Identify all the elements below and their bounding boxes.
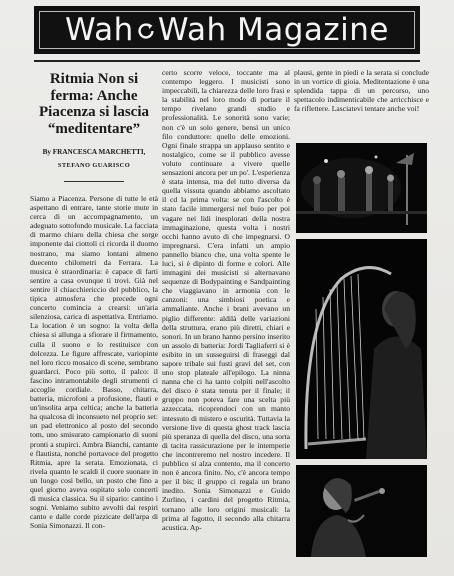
column-2 bbox=[162, 68, 290, 532]
column-3-text: plausi, gente in piedi e la serata si conclude in un vortice di gioia. Meditentazione è una splendida tappa di un percorso, uno spettacolo indimenticabile che arricchisce e fa riflettere. Lasciatevi tentare anche voi! bbox=[294, 68, 429, 114]
harp-player-photo bbox=[296, 239, 427, 459]
article-byline: By FRANCESCA MARCHETTI, bbox=[42, 148, 146, 156]
masthead-word2: Wah Magazine bbox=[157, 12, 390, 48]
article-byline-2: STEFANO GUARISCO bbox=[57, 162, 131, 169]
loop-icon bbox=[135, 20, 157, 42]
singer-photo bbox=[296, 465, 427, 557]
masthead-title bbox=[65, 12, 389, 48]
byline-rule bbox=[64, 181, 124, 182]
masthead-word1: Wah bbox=[64, 12, 134, 48]
masthead-rule bbox=[34, 60, 420, 62]
column-1 bbox=[30, 68, 158, 530]
column-2-text: certo scorre veloce, toccante ma al contempo leggero. I musicisti sono impeccabili, la chiarezza delle loro frasi e la stabilità nel loro modo di portare il tempo rivelano grandi studio e professionalità. Le sonorità sono varie; non c'è un solo genere, bensì un unico filo conduttore: quello delle emozioni. Ogni finale strappa un applauso sentito e nostalgico, come se il pubblico avesse voluto continuare a vivere quelle sensazioni ancora per un po'. L'esperienza è stata intensa, ma del tutto diversa da quella vissuta quando abbiamo ascoltato il cd la prima volta: se con l'ascolto è stato facile immergersi nel buio per poi vagare nei lidi inesplorati della nostra immaginazione, questa volta i nostri occhi hanno avuto di che impegnarsi. O impregnarsi. C'era infatti un ampio pannello bianco che, una volta spente le luci, si è dipinto di forme e colori. Alle immagini dei musicisti si alternavano sequenze di Bodypainting e Sandpainting che viaggiavano in armonia con le canzoni: una simbiosi poetica e ammaliante. Anche i brani avevano un piglio differente: aldilà delle variazioni della struttura, erano più diretti, chiari e sonori. In un brano hanno persino inserito un assolo di batteria: Jordi Tagliaferri si è esibito in un susseguirsi di fraseggi dal sapore tribale sui fusti gravi del set, con uno stop plateale all'epilogo. La ninna nanna che ci ha tanto colpiti nell'ascolto del disco è stata tenuta per il finale; il gruppo non poteva fare una scelta più azzeccata, ricoprendoci con un manto intessuto di mistero e oscurità. Tuttavia la versione live di questa ghost track lascia più speranza di quella del disco, una sorta di tacita rassicurazione per le intemperie che incontreremo nel nostro incedere. Il pubblico si alza contento, ma il concerto non è ancora finito. No, c'è ancora tempo per il bis; il gruppo ci regala un brano inedito. Sonia Simonazzi e Guido Zurlino, i cardini del progetto Ritmia, tornano alle loro origini musicali: la prima al fagotto, il secondo alla chitarra acustica. Ap- bbox=[162, 68, 290, 532]
masthead bbox=[34, 6, 420, 54]
column-3 bbox=[294, 68, 429, 113]
article-headline: Ritmia Non si ferma: Anche Piacenza si lascia “meditentare” bbox=[39, 71, 149, 137]
band-on-stage-photo bbox=[296, 143, 427, 233]
column-1-text: Siamo a Piacenza. Persone di tutte le età aspettano di entrare, tante storie mute in cerca di un accompagnamento, un adeguato sottofondo musicale. La facciata di marmo chiaro della chiesa che sorge imponente dai ciottoli ci ricorda il duomo nostrano, ma siamo lontani almeno duecento chilometri da Ferrara. La musica è straordinaria: è capace di farti sentire a casa ovunque ti trovi. Già nel sentire il chiacchiericcio del pubblico, la tipica atmosfera che precede ogni concerto comincia a crearsi: un'aria silenziosa, carica di aspettativa. Entriamo. La location è un sogno: la volta della chiesa si allunga a sfiorare il firmamento, culla il suono e lo restituisce con dolcezza. Le figure affrescate, variopinte nel loro ricco mosaico di scene, sembrano guardarci. Poco più sotto, il palco: il fascino intramontabile degli strumenti ci accoglie cordiale. Basso, chitarra, batteria, microfoni a profusione, flauti e un'insolita arpa celtica; anche la batteria ha qualcosa di inconsueto nel proprio set: un pad elettronico al posto del secondo tom, uno smisurato campionario di suoni pronti a stupirci. Ambra Bianchi, cantante e flautista, nonché portavoce del progetto Ritmia, apre la serata. Emozionata, ci rivela quanto le scaldi il cuore suonare in un luogo così bello, un posto che fino a quel giorno aveva ospitato solo concerti di musica classica. Su il sipario: cantino i sogni. Veniamo subito avvolti dai respiri canto e dalle corde pizzicate dell'arpa di Sonia Simonazzi. Il con- bbox=[30, 194, 158, 531]
